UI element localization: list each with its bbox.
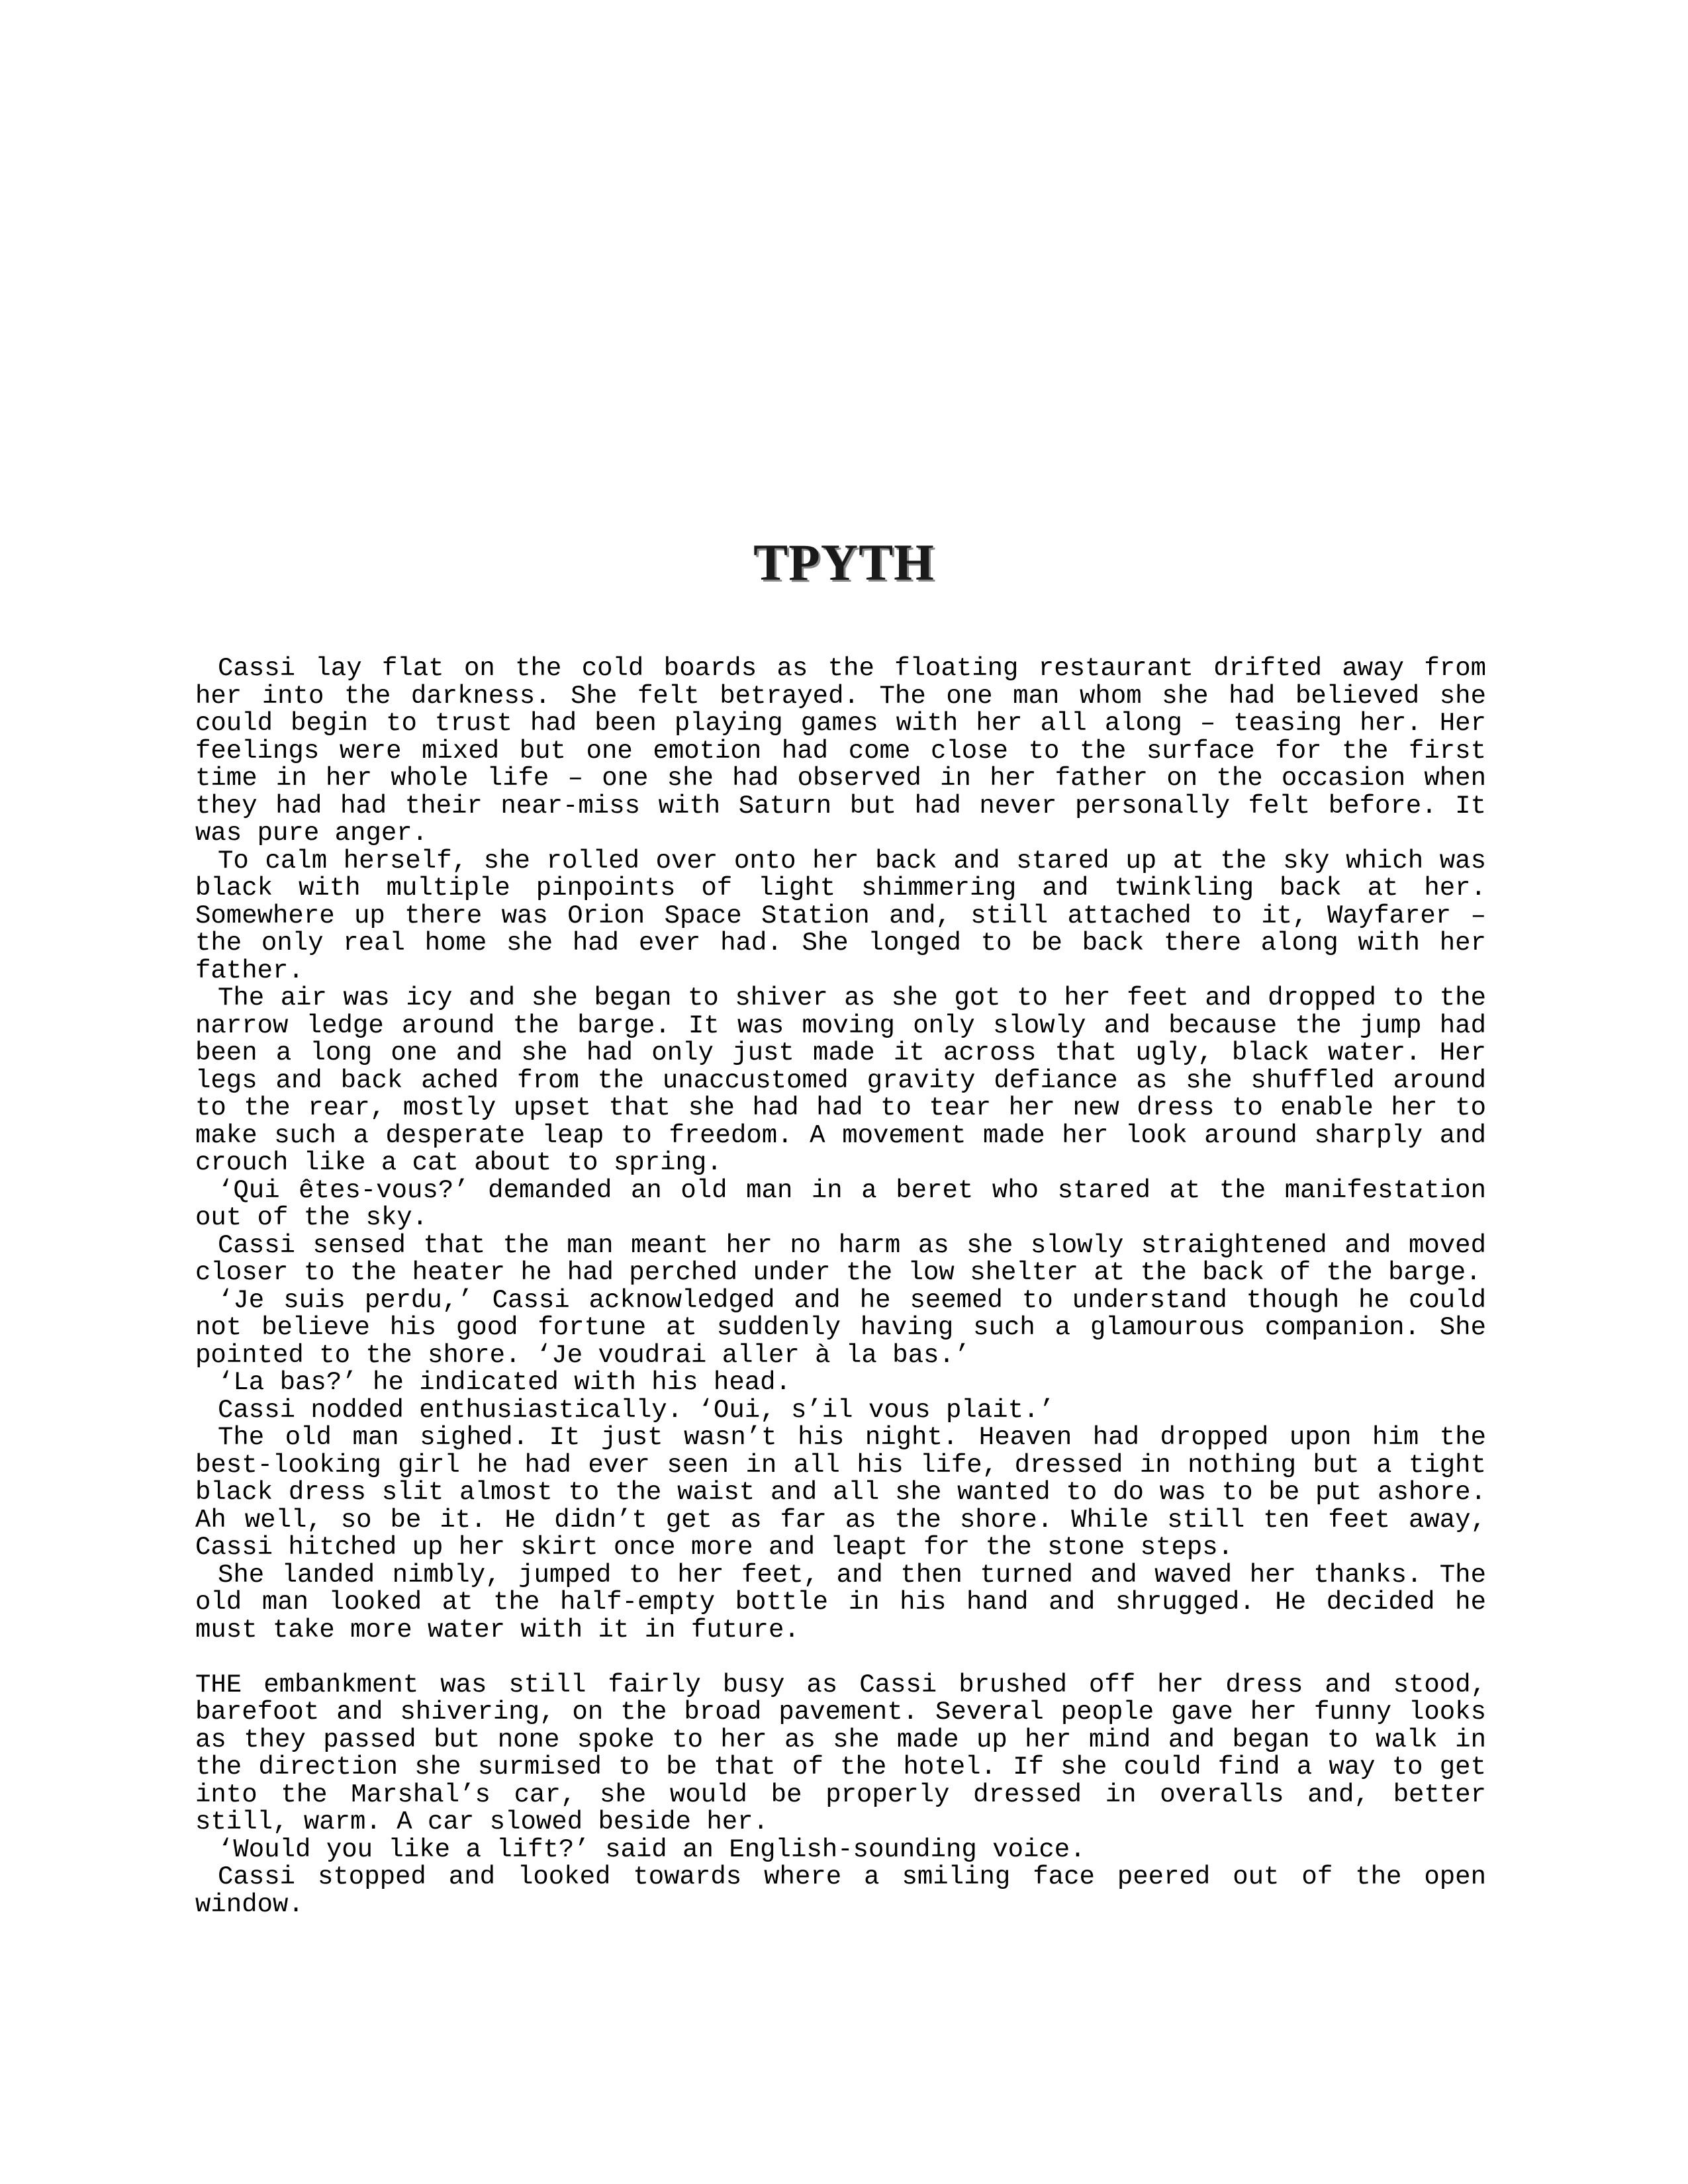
paragraph: Cassi lay flat on the cold boards as the floating restaurant drifted away from her into the darkness. She felt betrayed. The one man whom she had believed she could begin to trust had been playing games with her all along – teasing her. Her feelings were mixed but one emotion had come close to the surface for the first time in her whole life – one she had observed in her father on the occasion when they had had their near-miss with Saturn but had never personally felt before. It was pure anger. — [195, 654, 1486, 848]
paragraph: The old man sighed. It just wasn’t his night. Heaven had dropped upon him the best-looking girl he had ever seen in all his life, dressed in nothing but a tight black dress slit almost to the waist and all she wanted to do was to be put ashore. Ah well, so be it. He didn’t get as far as the shore. While still ten feet away, Cassi hitched up her skirt once more and leapt for the stone steps. — [195, 1423, 1486, 1562]
paragraph: Cassi stopped and looked towards where a smiling face peered out of the open window. — [195, 1862, 1486, 1919]
paragraph: ‘La bas?’ he indicated with his head. — [218, 1368, 791, 1397]
chapter-title: TPYTH — [753, 533, 935, 591]
paragraph: ‘Qui êtes-vous?’ demanded an old man in a beret who stared at the manifestation out of the sky. — [195, 1175, 1486, 1232]
section-break — [195, 1644, 1486, 1672]
paragraph: THE embankment was still fairly busy as Cassi brushed off her dress and stood, barefoot and shivering, on the broad pavement. Several people gave her funny looks as they passed but none spoke to her as she made up her mind and began to walk in the direction she surmised to be that of the hotel. If she could find a way to get into the Marshal’s car, she would be properly dressed in overalls and, better still, warm. A car slowed beside her. — [195, 1670, 1486, 1837]
paragraph: ‘Would you like a lift?’ said an English-sounding voice. — [218, 1835, 1086, 1864]
paragraph: To calm herself, she rolled over onto her back and stared up at the sky which was black with multiple pinpoints of light shimmering and twinkling back at her. Somewhere up there was Orion Space Station and, still attached to it, Wayfarer – the only real home she had ever had. She longed to be back there along with her father. — [195, 846, 1486, 985]
paragraph: Cassi nodded enthusiastically. ‘Oui, s’il vous plait.’ — [218, 1395, 1055, 1425]
paragraph: Cassi sensed that the man meant her no harm as she slowly straightened and moved closer to the heater he had perched under the low shelter at the back of the barge. — [195, 1230, 1486, 1287]
paragraph: She landed nimbly, jumped to her feet, and then turned and waved her thanks. The old man looked at the half-empty bottle in his hand and shrugged. He decided he must take more water with it in future. — [195, 1560, 1486, 1645]
paragraph: The air was icy and she began to shiver as she got to her feet and dropped to the narrow ledge around the barge. It was moving only slowly and because the jump had been a long one and she had only just made it across that ugly, black water. Her legs and back ached from the unaccustomed gravity defiance as she shuffled around to the rear, mostly upset that she had had to tear her new dress to enable her to make such a desperate leap to freedom. A movement made her look around sharply and crouch like a cat about to spring. — [195, 983, 1486, 1177]
chapter-body — [195, 655, 1486, 1919]
paragraph: ‘Je suis perdu,’ Cassi acknowledged and he seemed to understand though he could not believe his good fortune at suddenly having such a glamourous companion. She pointed to the shore. ‘Je voudrai aller à la bas.’ — [195, 1285, 1486, 1370]
